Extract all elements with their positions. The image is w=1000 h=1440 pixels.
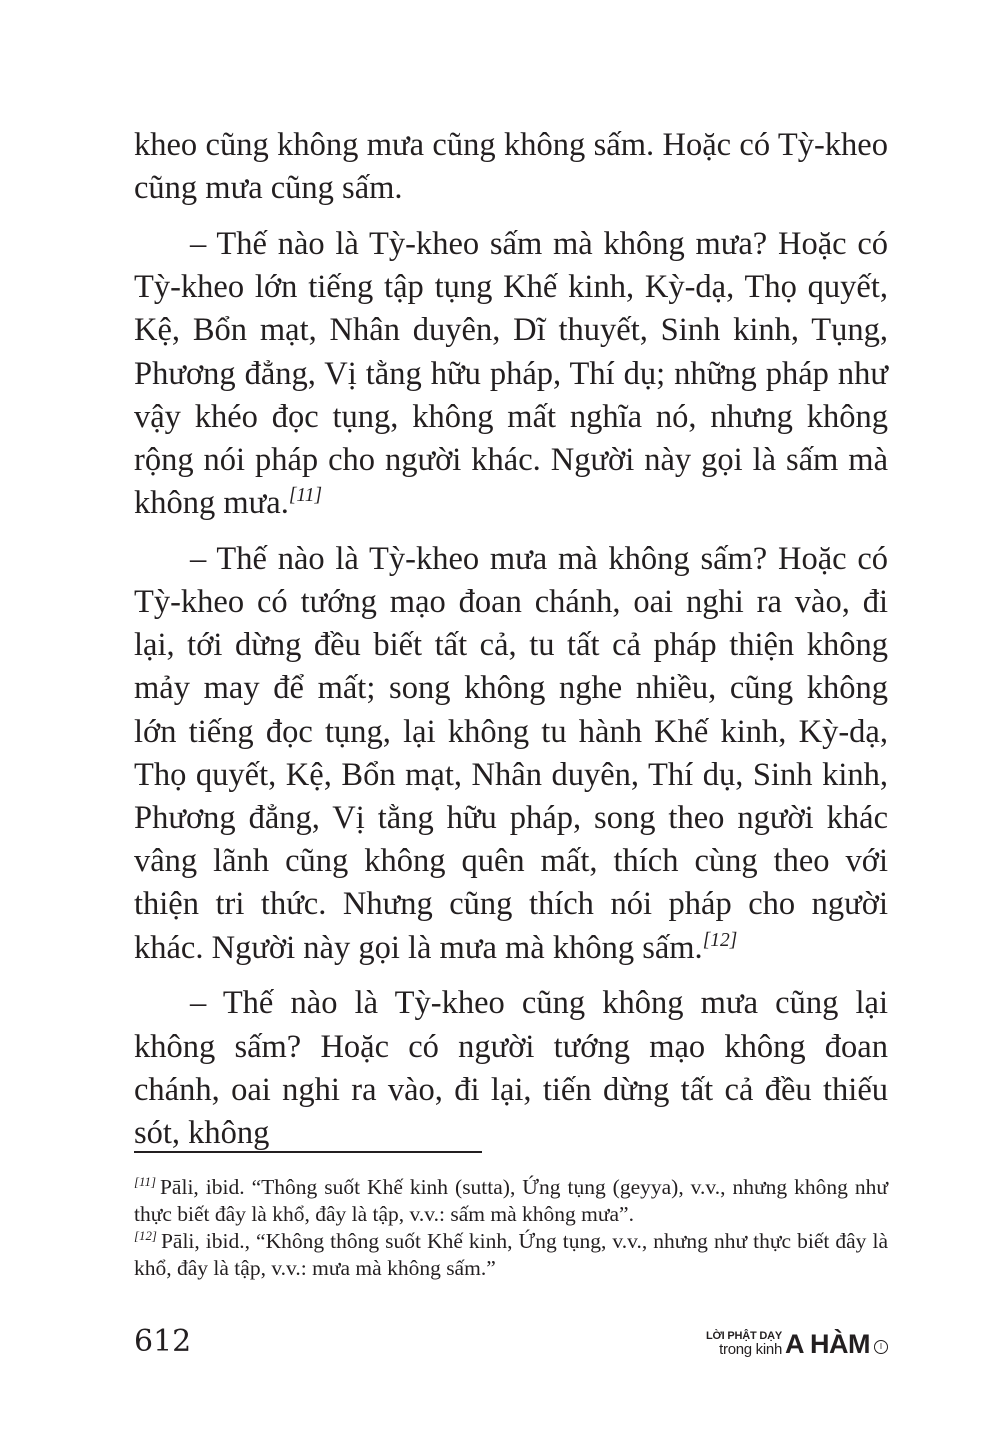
footnote-mark: [12] — [134, 1229, 157, 1244]
footnote-12 — [134, 1228, 888, 1282]
footnotes — [134, 1174, 888, 1282]
footnote-text: Pāli, ibid., “Không thông suốt Khế kinh, Ứng tụng, v.v., nhưng như thực biết đây là khổ, đây là tập, v.v.: mưa mà không sấm.” — [134, 1229, 888, 1280]
paragraph-1: kheo cũng không mưa cũng không sấm. Hoặc có Tỳ-kheo cũng mưa cũng sấm. — [134, 127, 888, 207]
logo-title: A HÀM — [785, 1329, 870, 1359]
book-title-logo — [706, 1330, 888, 1357]
volume-badge: I — [874, 1340, 888, 1354]
footnote-divider — [134, 1151, 482, 1153]
footnote-text: Pāli, ibid. “Thông suốt Khế kinh (sutta), Ứng tụng (geyya), v.v., nhưng không như thực biết đây là khổ, đây là tập, v.v.: sấm mà không mưa”. — [134, 1175, 888, 1226]
footnote-11 — [134, 1174, 888, 1228]
main-text — [134, 124, 888, 1168]
footnote-mark: [11] — [134, 1175, 156, 1190]
logo-line-bottom: trong kinh — [719, 1341, 782, 1358]
paragraph-3 — [134, 538, 888, 970]
paragraph-2 — [134, 223, 888, 525]
logo-small-text — [706, 1330, 782, 1357]
footnote-ref-11[interactable]: [11] — [288, 485, 323, 507]
page-number: 612 — [134, 1324, 192, 1359]
paragraph-3-text: – Thế nào là Tỳ-kheo mưa mà không sấm? Hoặc có Tỳ-kheo có tướng mạo đoan chánh, oai nghi ra vào, đi lại, tới dừng đều biết tất cả, tu tất cả pháp thiện không mảy may để mất; song không nghe nhiều, cũng không lớn tiếng đọc tụng, lại không tu hành Khế kinh, Kỳ-dạ, Thọ quyết, Kệ, Bổn mạt, Nhân duyên, Thí dụ, Sinh kinh, Phương đẳng, Vị tằng hữu pháp, song theo người khác vâng lãnh cũng không quên mất, thích cùng theo với thiện tri thức. Nhưng cũng thích nói pháp cho người khác. Người này gọi là mưa mà không sấm. — [134, 540, 888, 966]
logo-line-top: LỜI PHẬT DẠY — [705, 1330, 782, 1342]
footnote-ref-12[interactable]: [12] — [702, 929, 738, 951]
paragraph-2-text: – Thế nào là Tỳ-kheo sấm mà không mưa? Hoặc có Tỳ-kheo lớn tiếng tập tụng Khế kinh, Kỳ-dạ, Thọ quyết, Kệ, Bổn mạt, Nhân duyên, Dĩ thuyết, Sinh kinh, Tụng, Phương đẳng, Vị tằng hữu pháp, Thí dụ; những pháp như vậy khéo đọc tụng, không mất nghĩa nó, nhưng không rộng nói pháp cho người khác. Người này gọi là sấm mà không mưa. — [134, 225, 888, 522]
paragraph-4: – Thế nào là Tỳ-kheo cũng không mưa cũng lại không sấm? Hoặc có người tướng mạo không đoan chánh, oai nghi ra vào, đi lại, tiến dừng tất cả đều thiếu sót, không — [134, 985, 888, 1151]
